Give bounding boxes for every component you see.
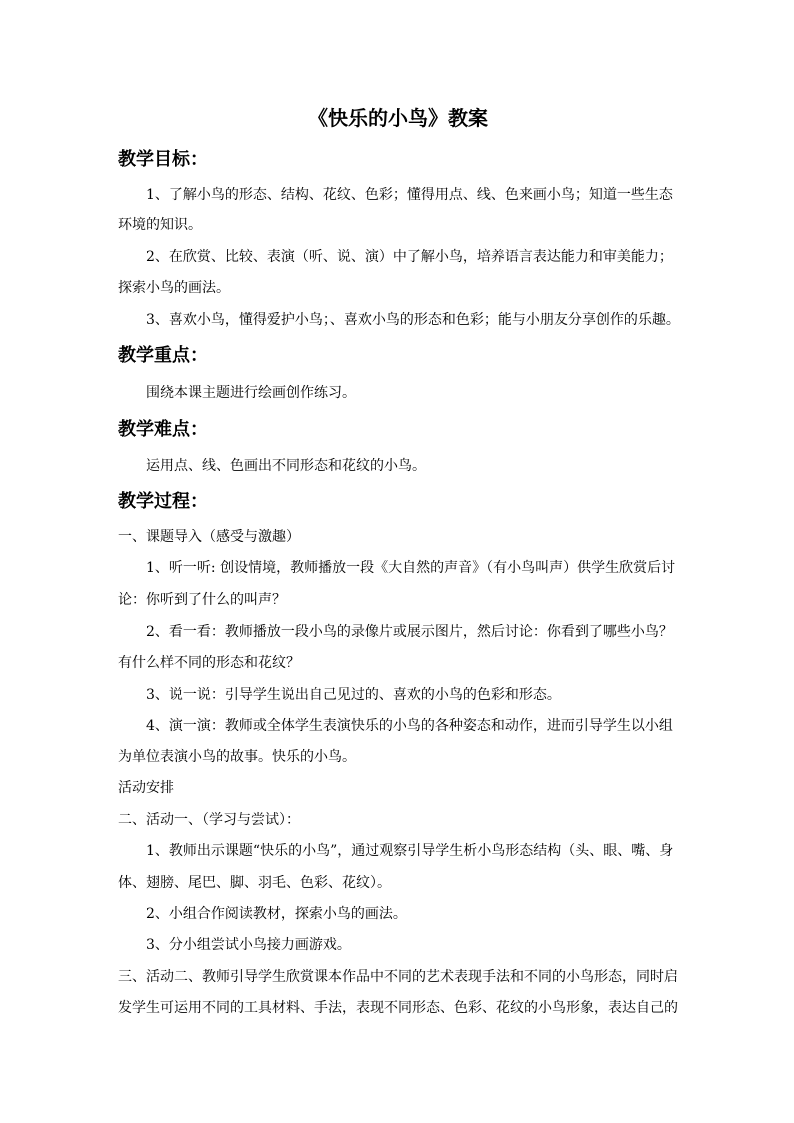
process-part-3-line-1: 三、活动二、教师引导学生欣赏课本作品中不同的艺术表现手法和不同的小鸟形态，同时启 (118, 969, 678, 985)
process-1-2-line-1: 2、看一看：教师播放一段小鸟的录像片或展示图片，然后讨论：你看到了哪些小鸟？ (146, 624, 673, 640)
process-2-1-line-1: 1、教师出示课题“快乐的小鸟”，通过观察引导学生析小鸟形态结构（头、眼、嘴、身 (146, 843, 674, 859)
process-1-1-line-1: 1、听一听: 创设情境，教师播放一段《大自然的声音》（有小鸟叫声）供学生欣赏后讨 (146, 560, 676, 576)
goal-1-line-1: 1、了解小鸟的形态、结构、花纹、色彩；懂得用点、线、色来画小鸟；知道一些生态 (146, 187, 673, 203)
process-heading: 教学过程： (118, 491, 208, 512)
document-title: 《快乐的小鸟》教案 (308, 106, 488, 130)
process-2-1-line-2: 体、翅膀、尾巴、脚、羽毛、色彩、花纹）。 (118, 875, 391, 891)
process-1-4-line-1: 4、演一演：教师或全体学生表演快乐的小鸟的各种姿态和动作，进而引导学生以小组 (146, 718, 673, 734)
key-points-heading: 教学重点： (118, 345, 208, 366)
goal-2-line-1: 2、在欣赏、比较、表演（听、说、演）中了解小鸟，培养语言表达能力和审美能力； (146, 249, 673, 265)
difficulties-text: 运用点、线、色画出不同形态和花纹的小鸟。 (146, 458, 426, 474)
goals-heading: 教学目标： (118, 149, 208, 170)
process-part-2-title: 二、活动一、（学习与尝试）： (118, 812, 300, 828)
difficulties-heading: 教学难点： (118, 419, 208, 440)
process-part-1-title: 一、课题导入（感受与激趣） (118, 529, 300, 545)
activity-arrangement: 活动安排 (118, 780, 174, 796)
process-1-4-line-2: 为单位表演小鸟的故事。快乐的小鸟。 (118, 749, 356, 765)
process-1-3-line: 3、说一说：引导学生说出自己见过的、喜欢的小鸟的色彩和形态。 (146, 687, 561, 703)
key-points-text: 围绕本课主题进行绘画创作练习。 (146, 385, 356, 401)
process-1-1-line-2: 论：你听到了什么的叫声？ (118, 592, 286, 608)
process-2-3-line: 3、分小组尝试小鸟接力画游戏。 (146, 937, 351, 953)
process-2-2-line: 2、小组合作阅读教材，探索小鸟的画法。 (146, 906, 407, 922)
process-1-2-line-2: 有什么样不同的形态和花纹？ (118, 655, 300, 671)
goal-2-line-2: 探索小鸟的画法。 (118, 280, 230, 296)
goal-3-line: 3、喜欢小鸟，懂得爱护小鸟；、喜欢小鸟的形态和色彩；能与小朋友分享创作的乐趣。 (146, 312, 680, 328)
process-part-3-line-2: 发学生可运用不同的工具材料、手法，表现不同形态、色彩、花纹的小鸟形象，表达自己的 (118, 1000, 678, 1016)
goal-1-line-2: 环境的知识。 (118, 217, 202, 233)
